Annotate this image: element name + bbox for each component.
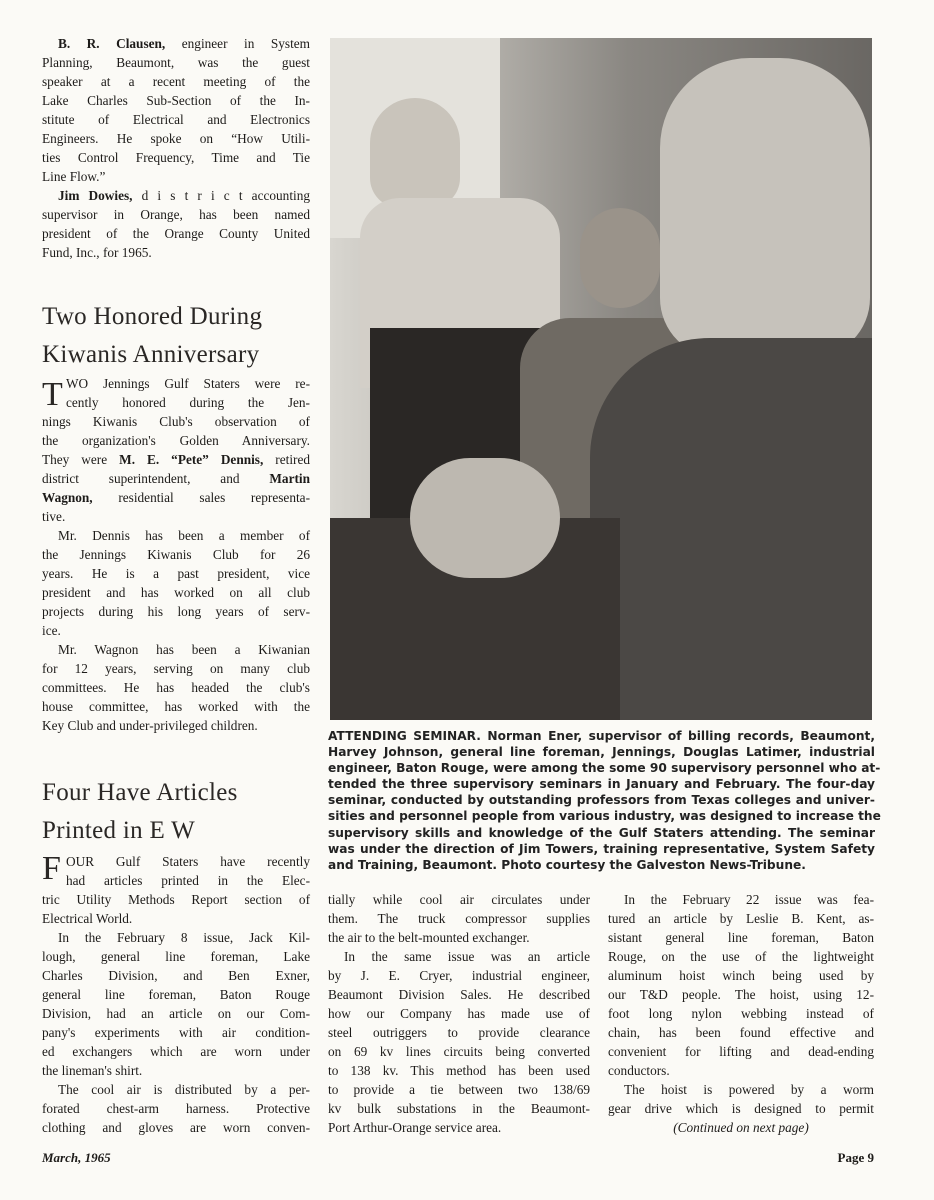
footer-page-number: Page 9 (837, 1150, 874, 1165)
bold-name: Jim Dowies, (58, 188, 133, 203)
paragraph (42, 526, 310, 640)
text-line: and Training, Beaumont. Photo courtesy the Galveston News-Tribune. (328, 857, 806, 872)
paragraph (42, 186, 310, 262)
left-column-briefs (42, 34, 310, 262)
text-run: retired (263, 452, 310, 467)
text-line: Harvey Johnson, general line foreman, Jennings, Douglas Latimer, industrial (328, 745, 875, 760)
text-line: convenient for lifting and dead-ending (608, 1044, 874, 1059)
text-run: d i s t r i c t accounting (132, 188, 310, 203)
text-line: lough, general line foreman, Lake (42, 949, 310, 964)
text-line: tric Utility Methods Report section of (42, 892, 310, 907)
text-line: Rouge, on the use of the lightweight (608, 949, 874, 964)
text-line: supervisory skills and knowledge of the Gulf Staters attending. The seminar (328, 825, 875, 840)
drop-cap: T (42, 376, 63, 413)
text-line: Planning, Beaumont, was the guest (42, 55, 310, 70)
paragraph (42, 640, 310, 735)
paragraph (42, 1080, 310, 1137)
text-line: years. He is a past president, vice (42, 566, 310, 581)
text-run: district superintendent, and (42, 471, 270, 486)
text-line: pany's experiments with air condition- (42, 1025, 310, 1040)
continued-note: (Continued on next page) (673, 1120, 809, 1135)
paragraph (42, 34, 310, 186)
text-line: house committee, has worked with the (42, 699, 310, 714)
text-line: WO Jennings Gulf Staters were re- (66, 376, 310, 391)
text-line: general line foreman, Baton Rouge (42, 987, 310, 1002)
text-line: ATTENDING SEMINAR. Norman Ener, supervisor of billing records, Beaumont, (328, 729, 875, 743)
text-line: the air to the belt-mounted exchanger. (328, 930, 530, 945)
text-line: The hoist is powered by a worm (624, 1082, 874, 1097)
text-line: steel outriggers to provide clearance (328, 1025, 590, 1040)
text-line: Division, had an article on our Com- (42, 1006, 310, 1021)
text-line: In the February 8 issue, Jack Kil- (58, 930, 310, 945)
bold-name: M. E. “Pete” Dennis, (119, 452, 264, 467)
text-line: foot long nylon webbing instead of (608, 1006, 874, 1021)
text-line: aluminum hoist winch being used by (608, 968, 874, 983)
text-line: tended the three supervisory seminars in January and February. The four-day (328, 777, 875, 792)
article-ew-column2 (328, 890, 590, 1137)
paragraph (608, 890, 874, 1080)
text-line: In the February 22 issue was fea- (624, 892, 874, 907)
text-line: the organization's Golden Anniversary. (42, 433, 310, 448)
drop-cap: F (42, 850, 61, 887)
text-line: Beaumont Division Sales. He described (328, 987, 590, 1002)
text-line: tive. (42, 509, 66, 524)
text-line: committees. He has headed the club's (42, 680, 310, 695)
text-line: conductors. (608, 1063, 670, 1078)
text-run: residential sales representa- (92, 490, 310, 505)
text-line: to 138 kv. This method has been used (328, 1063, 590, 1078)
text-line: to provide a tie between two 138/69 (328, 1082, 590, 1097)
text-line: Mr. Wagnon has been a Kiwanian (58, 642, 310, 657)
text-line: Line Flow.” (42, 169, 106, 184)
text-line: Lake Charles Sub-Section of the In- (42, 93, 310, 108)
text-line: Mr. Dennis has been a member of (58, 528, 310, 543)
text-run: They were (42, 452, 120, 467)
text-line: stitute of Electrical and Electronics (42, 112, 310, 127)
text-line: speaker at a recent meeting of the (42, 74, 310, 89)
text-line: gear drive which is designed to permit (608, 1101, 874, 1116)
text-line: Fund, Inc., for 1965. (42, 245, 152, 260)
text-run: engineer in System (165, 36, 311, 51)
paragraph (42, 374, 310, 526)
headline-line: Two Honored During (42, 303, 263, 330)
text-line: the lineman's shirt. (42, 1063, 143, 1078)
article-ew-column3 (608, 890, 874, 1118)
bold-name: Martin (269, 471, 310, 486)
paragraph (42, 928, 310, 1080)
paragraph (328, 947, 590, 1137)
text-line: supervisor in Orange, has been named (42, 207, 310, 222)
text-line: The cool air is distributed by a per- (58, 1082, 310, 1097)
text-line: ed exchangers which are worn under (42, 1044, 310, 1059)
text-line (42, 469, 310, 488)
text-line: tially while cool air circulates under (328, 892, 590, 907)
text-line (42, 488, 310, 507)
paragraph (328, 890, 590, 947)
text-line (42, 34, 310, 53)
text-line: cently honored during the Jen- (66, 395, 310, 410)
text-line: on 69 kv lines circuits being converted (328, 1044, 590, 1059)
text-line: president and has worked on all club (42, 585, 310, 600)
text-line: how our Company has made use of (328, 1006, 590, 1021)
text-line: by J. E. Cryer, industrial engineer, (328, 968, 590, 983)
bold-name: Wagnon, (42, 490, 93, 505)
text-line: OUR Gulf Staters have recently (66, 854, 310, 869)
seminar-photo (330, 38, 872, 720)
paragraph (42, 852, 310, 928)
text-line: Key Club and under-privileged children. (42, 718, 258, 733)
text-line: for 12 years, serving on many club (42, 661, 310, 676)
photo-caption (328, 728, 881, 873)
text-line: them. The truck compressor supplies (328, 911, 590, 926)
text-line: president of the Orange County United (42, 226, 310, 241)
text-line: ties Control Frequency, Time and Tie (42, 150, 310, 165)
text-line: Engineers. He spoke on “How Utili- (42, 131, 310, 146)
text-line: In the same issue was an article (344, 949, 590, 964)
text-line: projects during his long years of serv- (42, 604, 310, 619)
footer-date: March, 1965 (42, 1150, 111, 1165)
text-line: seminar, conducted by outstanding professors from Texas colleges and univer- (328, 793, 875, 808)
article-ew-column1 (42, 852, 310, 1137)
text-line: ice. (42, 623, 61, 638)
paragraph (328, 728, 881, 873)
text-line: Electrical World. (42, 911, 133, 926)
headline-line: Printed in E W (42, 817, 196, 844)
bold-name: B. R. Clausen, (58, 36, 166, 51)
text-line: had articles printed in the Elec- (66, 873, 310, 888)
text-line: kv bulk substations in the Beaumont- (328, 1101, 590, 1116)
text-line: was under the direction of Jim Towers, training representative, System Safety (328, 841, 875, 856)
text-line: clothing and gloves are worn conven- (42, 1120, 310, 1135)
text-line (42, 186, 310, 205)
paragraph (608, 1080, 874, 1118)
text-line: sistant general line foreman, Baton (608, 930, 874, 945)
text-line: Charles Division, and Ben Exner, (42, 968, 310, 983)
headline-line: Four Have Articles (42, 779, 238, 806)
headline-line: Kiwanis Anniversary (42, 341, 260, 368)
text-line: engineer, Baton Rouge, were among the some 90 supervisory personnel who at- (328, 761, 881, 776)
headline-four-articles (42, 774, 238, 850)
text-line (42, 450, 310, 469)
text-line: forated chest-arm harness. Protective (42, 1101, 310, 1116)
text-line: chain, has been found effective and (608, 1025, 874, 1040)
text-line: tured an article by Leslie B. Kent, as- (608, 911, 874, 926)
article-kiwanis-body (42, 374, 310, 735)
text-line: nings Kiwanis Club's observation of (42, 414, 310, 429)
text-line: Port Arthur-Orange service area. (328, 1120, 502, 1135)
text-line: sities and personnel people from various industry, was designed to increase the (328, 809, 881, 824)
headline-two-honored (42, 298, 262, 374)
text-line: the Jennings Kiwanis Club for 26 (42, 547, 310, 562)
text-line: our T&D people. The hoist, using 12- (608, 987, 874, 1002)
